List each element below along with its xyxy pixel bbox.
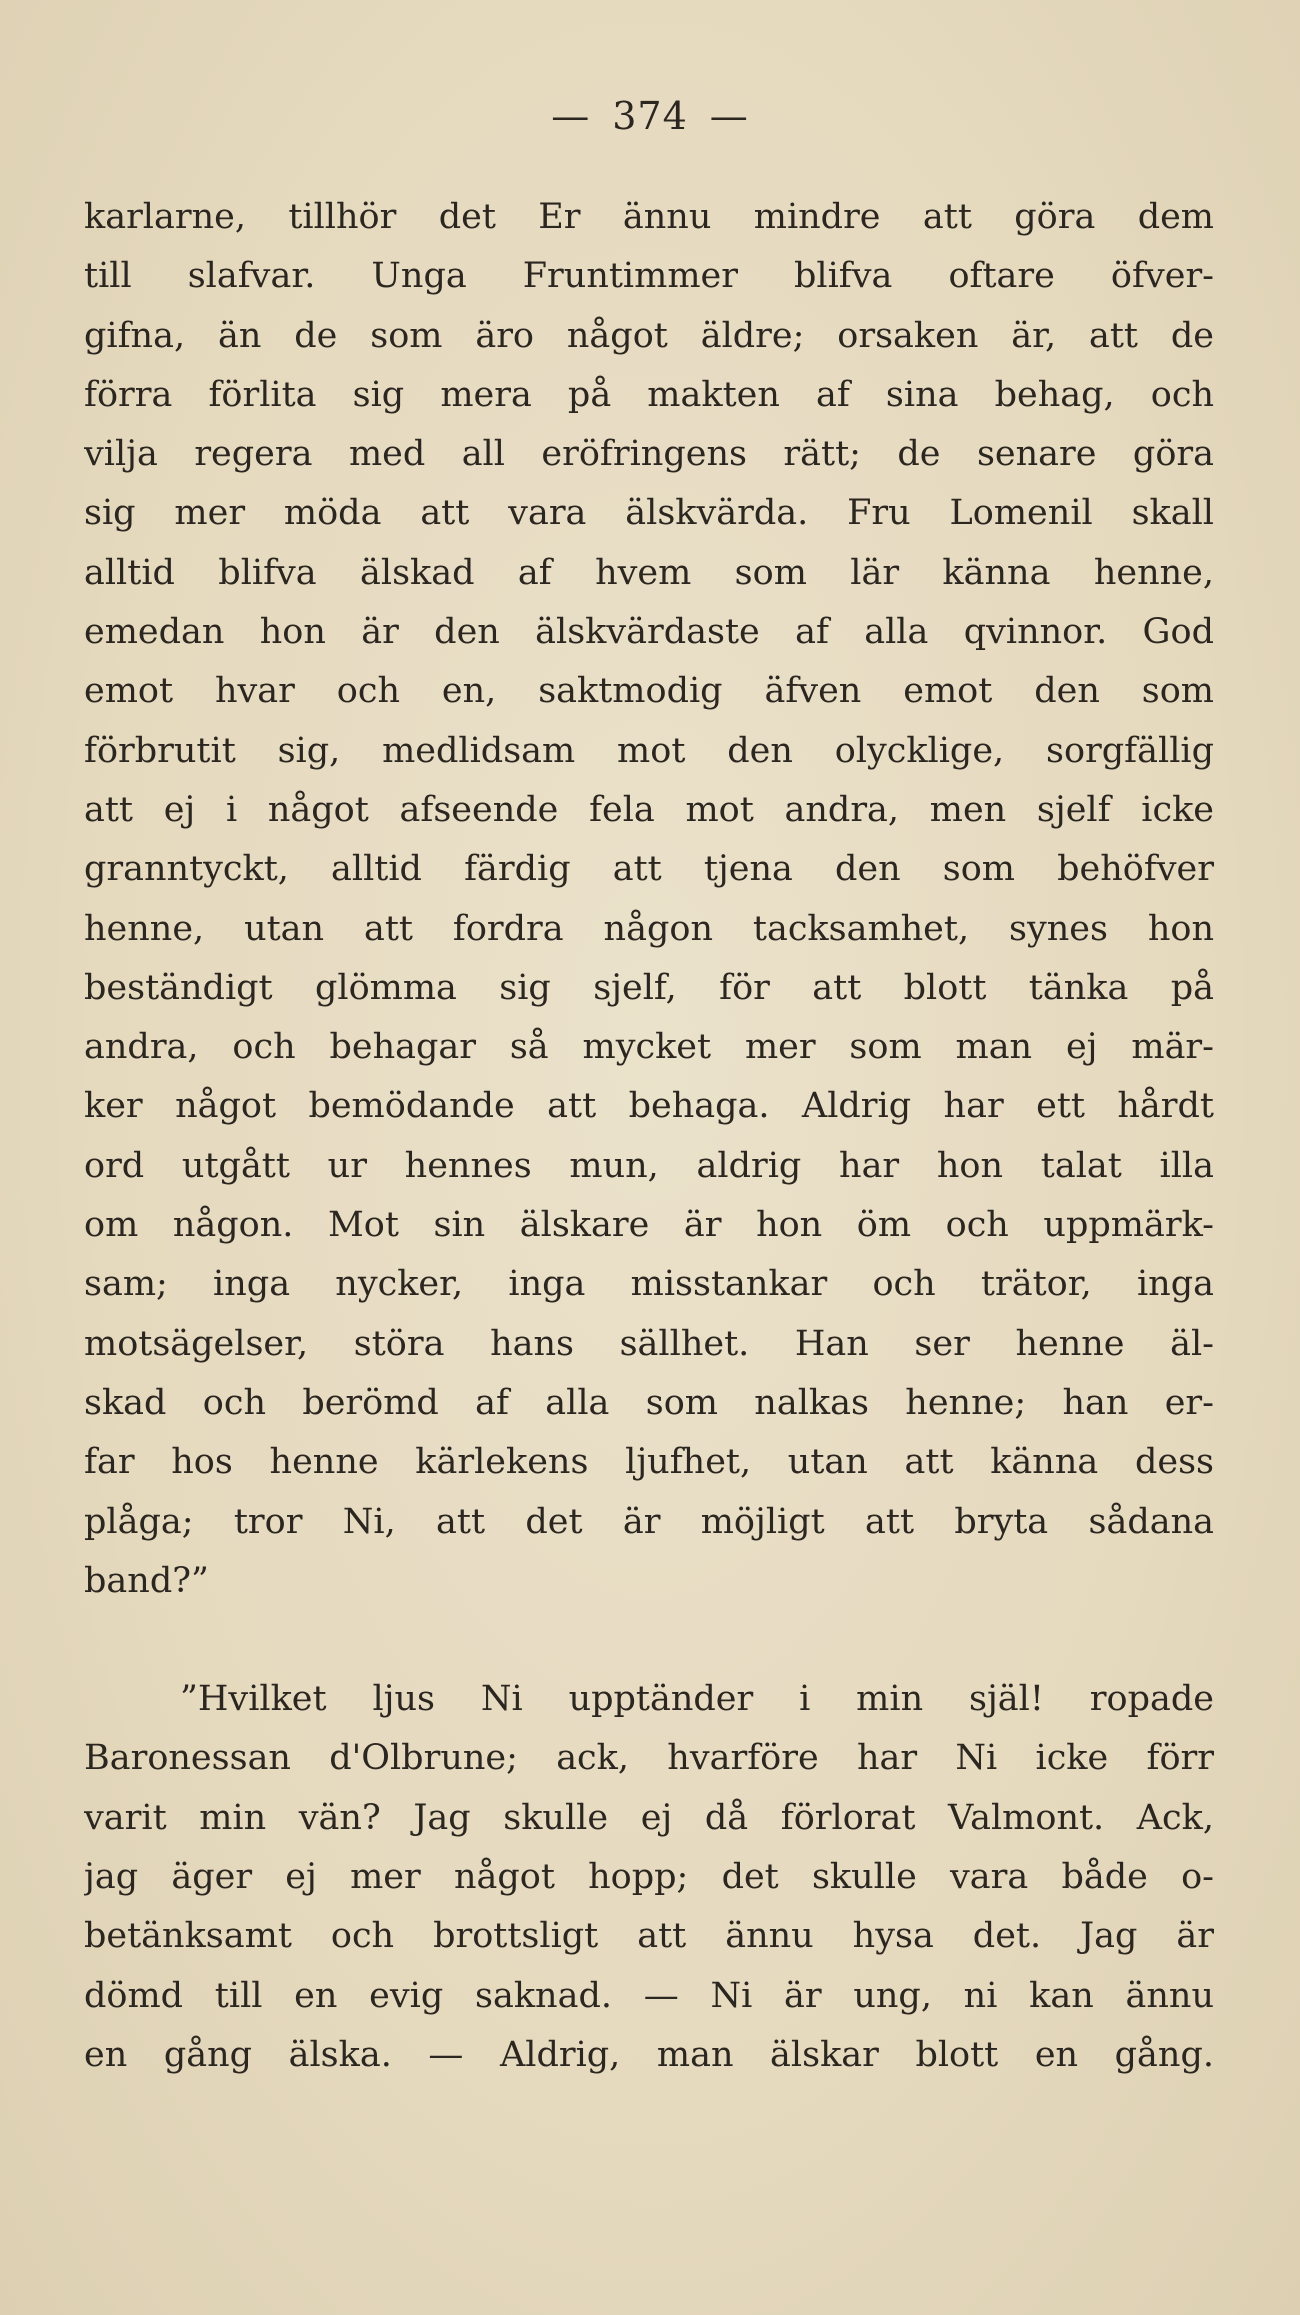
- text-line: att ej i något afseende fela mot andra, men sjelf icke: [84, 789, 1214, 830]
- text-line: emot hvar och en, saktmodig äfven emot den som: [84, 671, 1214, 712]
- text-line: förbrutit sig, medlidsam mot den olycklige, sorgfällig: [84, 730, 1214, 771]
- paragraph-1: [84, 188, 1214, 1611]
- page-header: [0, 86, 1300, 146]
- text-line: varit min vän? Jag skulle ej då förlorat Valmont. Ack,: [84, 1797, 1214, 1838]
- page-number: 374: [612, 94, 688, 138]
- text-line: motsägelser, störa hans sällhet. Han ser henne äl-: [84, 1323, 1214, 1364]
- text-line: ord utgått ur hennes mun, aldrig har hon talat illa: [84, 1145, 1214, 1186]
- text-line: vilja regera med all eröfringens rätt; de senare göra: [84, 434, 1214, 475]
- text-line: granntyckt, alltid färdig att tjena den som behöfver: [84, 849, 1214, 890]
- text-line: far hos henne kärlekens ljufhet, utan att känna dess: [84, 1442, 1214, 1483]
- text-line: sig mer möda att vara älskvärda. Fru Lomenil skall: [84, 493, 1214, 534]
- text-line: till slafvar. Unga Fruntimmer blifva oftare öfver-: [84, 256, 1214, 297]
- text-line: ”Hvilket ljus Ni upptänder i min själ! ropade: [180, 1679, 1214, 1720]
- text-line: beständigt glömma sig sjelf, för att blott tänka på: [84, 967, 1214, 1008]
- text-line: plåga; tror Ni, att det är möjligt att bryta sådana: [84, 1501, 1214, 1542]
- text-line: alltid blifva älskad af hvem som lär känna henne,: [84, 552, 1214, 593]
- text-line: emedan hon är den älskvärdaste af alla qvinnor. God: [84, 612, 1214, 653]
- text-line: henne, utan att fordra någon tacksamhet, synes hon: [84, 908, 1214, 949]
- text-line: gifna, än de som äro något äldre; orsaken är, att de: [84, 315, 1214, 356]
- paragraph-gap: [84, 1611, 1214, 1670]
- text-line: förra förlita sig mera på makten af sina behag, och: [84, 374, 1214, 415]
- text-line: sam; inga nycker, inga misstankar och trätor, inga: [84, 1264, 1214, 1305]
- text-line: andra, och behagar så mycket mer som man ej mär-: [84, 1027, 1214, 1068]
- text-line: dömd till en evig saknad. — Ni är ung, ni kan ännu: [84, 1975, 1214, 2016]
- text-line: om någon. Mot sin älskare är hon öm och uppmärk-: [84, 1205, 1214, 1246]
- text-line: en gång älska. — Aldrig, man älskar blott en gång.: [84, 2034, 1214, 2075]
- text-line: jag äger ej mer något hopp; det skulle vara både o-: [84, 1857, 1214, 1898]
- text-line: skad och berömd af alla som nalkas henne; han er-: [84, 1382, 1214, 1423]
- text-line: band?”: [84, 1560, 209, 1601]
- body-text: [84, 188, 1214, 2085]
- header-dash-right: —: [709, 94, 749, 138]
- text-line: karlarne, tillhör det Er ännu mindre att göra dem: [84, 197, 1214, 237]
- text-line: betänksamt och brottsligt att ännu hysa det. Jag är: [84, 1916, 1214, 1957]
- paragraph-2: [84, 1670, 1214, 2085]
- text-line: ker något bemödande att behaga. Aldrig har ett hårdt: [84, 1086, 1214, 1127]
- text-line: Baronessan d'Olbrune; ack, hvarföre har Ni icke förr: [84, 1738, 1214, 1779]
- header-dash-left: —: [551, 94, 591, 138]
